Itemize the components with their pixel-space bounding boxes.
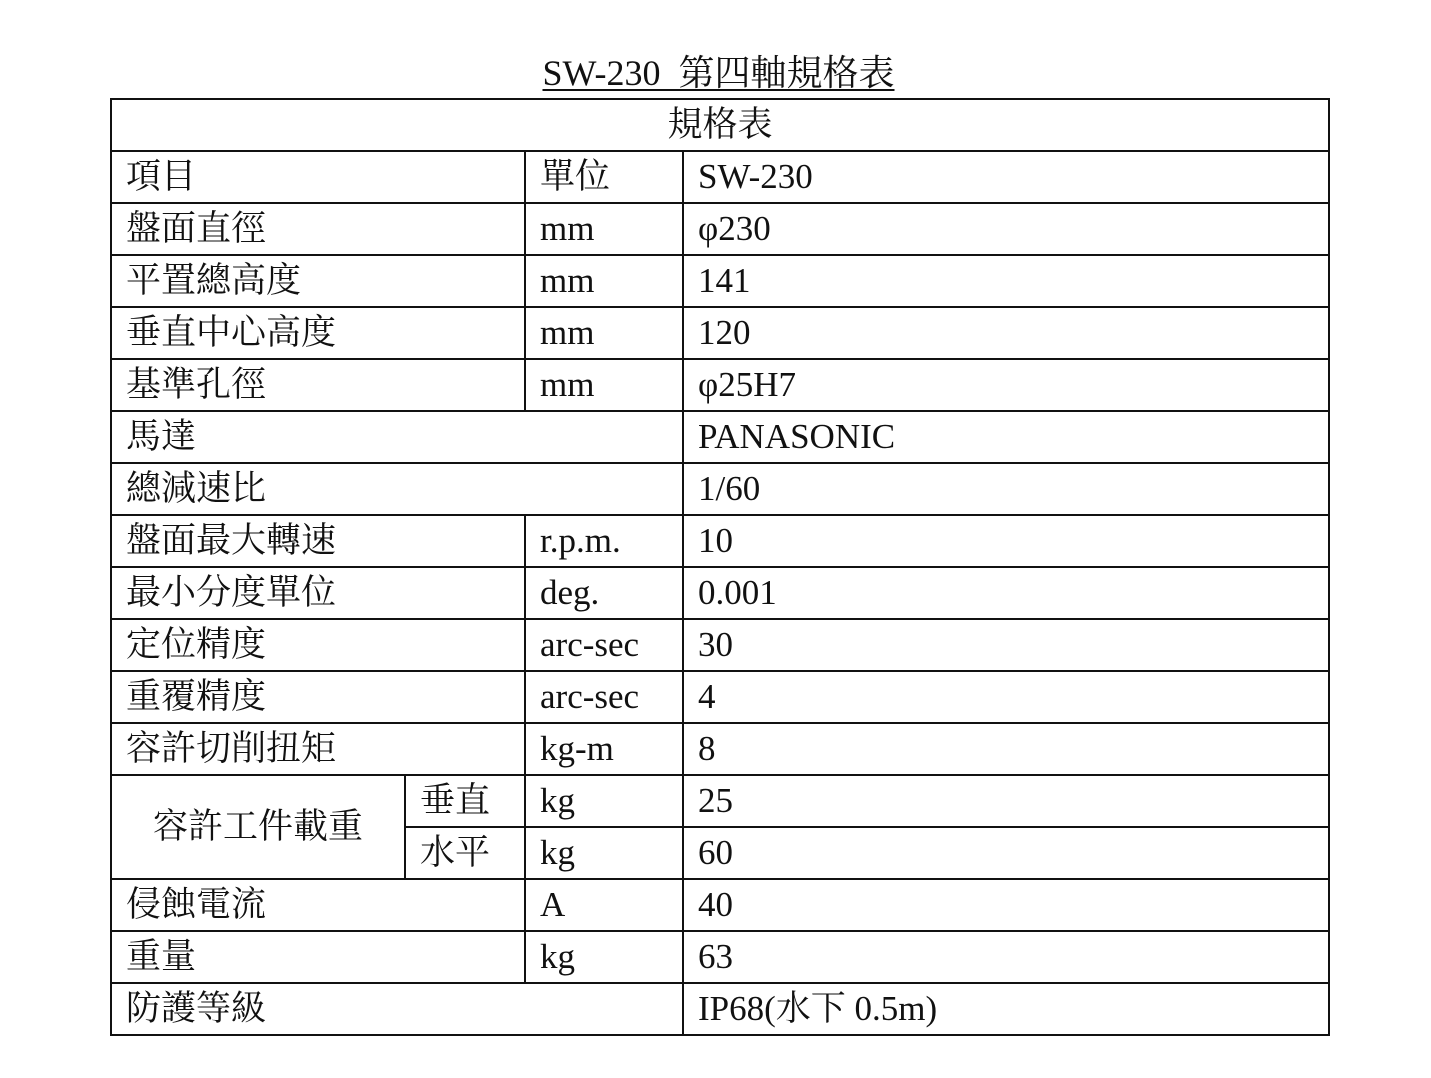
table-row <box>111 307 1329 359</box>
row-unit: kg <box>525 931 683 983</box>
row-item: 重覆精度 <box>111 671 525 723</box>
row-value: PANASONIC <box>683 411 1329 463</box>
row-item: 盤面最大轉速 <box>111 515 525 567</box>
row-unit: A <box>525 879 683 931</box>
table-row <box>111 619 1329 671</box>
row-unit: mm <box>525 203 683 255</box>
row-item: 平置總高度 <box>111 255 525 307</box>
row-unit: r.p.m. <box>525 515 683 567</box>
row-unit: deg. <box>525 567 683 619</box>
table-row <box>111 983 1329 1035</box>
table-header: 規格表 <box>111 99 1329 151</box>
row-value: 8 <box>683 723 1329 775</box>
row-value: 25 <box>683 775 1329 827</box>
row-value: 40 <box>683 879 1329 931</box>
row-item: 基準孔徑 <box>111 359 525 411</box>
table-header-row <box>111 99 1329 151</box>
table-row <box>111 671 1329 723</box>
row-item: 馬達 <box>111 411 683 463</box>
row-unit: kg <box>525 775 683 827</box>
row-value: 120 <box>683 307 1329 359</box>
row-item: 侵蝕電流 <box>111 879 525 931</box>
row-value: 63 <box>683 931 1329 983</box>
row-value: 1/60 <box>683 463 1329 515</box>
row-unit: kg-m <box>525 723 683 775</box>
table-row <box>111 359 1329 411</box>
table-row <box>111 931 1329 983</box>
row-value: 30 <box>683 619 1329 671</box>
row-value: 141 <box>683 255 1329 307</box>
row-item: 定位精度 <box>111 619 525 671</box>
column-header-model: SW-230 <box>683 151 1329 203</box>
column-header-unit: 單位 <box>525 151 683 203</box>
column-header-item: 項目 <box>111 151 525 203</box>
row-item: 垂直中心高度 <box>111 307 525 359</box>
table-row <box>111 515 1329 567</box>
row-item: 重量 <box>111 931 525 983</box>
row-value: 10 <box>683 515 1329 567</box>
row-unit: mm <box>525 307 683 359</box>
row-value: 60 <box>683 827 1329 879</box>
row-sub-item: 垂直 <box>405 775 525 827</box>
row-unit: kg <box>525 827 683 879</box>
spec-table <box>110 98 1330 1036</box>
row-unit: arc-sec <box>525 671 683 723</box>
row-value: IP68(水下 0.5m) <box>683 983 1329 1035</box>
table-row <box>111 463 1329 515</box>
row-item: 最小分度單位 <box>111 567 525 619</box>
document-title <box>0 50 1431 96</box>
row-item: 容許切削扭矩 <box>111 723 525 775</box>
row-item: 盤面直徑 <box>111 203 525 255</box>
row-unit: arc-sec <box>525 619 683 671</box>
column-header-row <box>111 151 1329 203</box>
table-row <box>111 255 1329 307</box>
row-unit: mm <box>525 255 683 307</box>
table-row <box>111 723 1329 775</box>
row-value: 4 <box>683 671 1329 723</box>
row-item: 容許工件載重 <box>111 775 405 879</box>
table-row <box>111 567 1329 619</box>
row-value: 0.001 <box>683 567 1329 619</box>
row-item: 總減速比 <box>111 463 683 515</box>
row-value: φ25H7 <box>683 359 1329 411</box>
table-row <box>111 203 1329 255</box>
row-value: φ230 <box>683 203 1329 255</box>
row-item: 防護等級 <box>111 983 683 1035</box>
table-row <box>111 775 1329 827</box>
table-row <box>111 879 1329 931</box>
row-sub-item: 水平 <box>405 827 525 879</box>
table-row <box>111 411 1329 463</box>
document-title-text: SW-230 第四軸規格表 <box>542 53 895 93</box>
row-unit: mm <box>525 359 683 411</box>
